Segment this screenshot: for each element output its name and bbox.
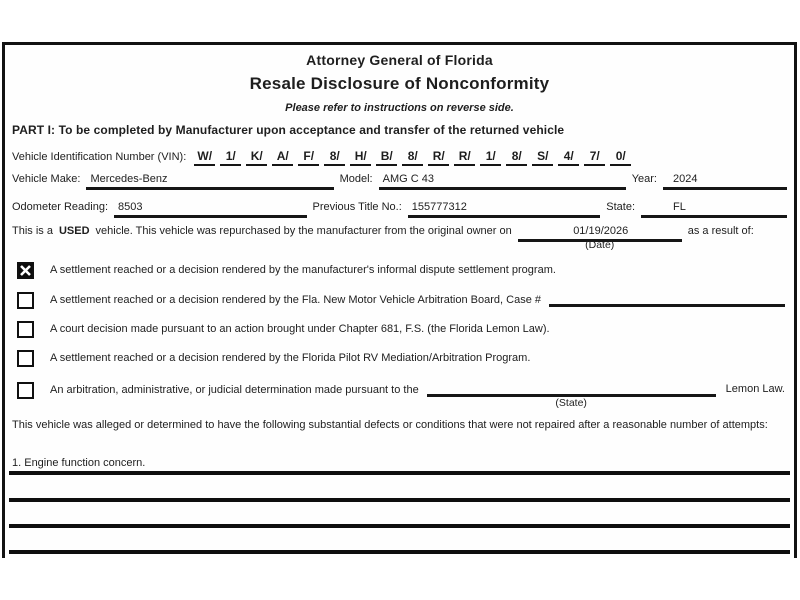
option-label: An arbitration, administrative, or judicial determination made pursuant to the: [50, 384, 419, 396]
vin-cell[interactable]: F/: [298, 149, 319, 166]
checkbox-rv-mediation[interactable]: [17, 350, 34, 367]
vin-cell[interactable]: 1/: [480, 149, 501, 166]
state-field[interactable]: FL: [641, 201, 787, 218]
repurchase-middle: vehicle. This vehicle was repurchased by the manufacturer from the original owner on: [95, 225, 512, 237]
model-label: Model:: [339, 173, 373, 185]
vin-cell[interactable]: K/: [246, 149, 267, 166]
form-subtitle: Resale Disclosure of Nonconformity: [249, 74, 550, 93]
defect-line-3-blank[interactable]: [9, 524, 790, 528]
vin-cells: [194, 149, 631, 166]
year-field[interactable]: 2024: [663, 173, 787, 190]
vin-cell[interactable]: A/: [272, 149, 293, 166]
defects-intro: This vehicle was alleged or determined to have the following substantial defects or conditions that were not repaired after a reasonable number of attempts:: [12, 419, 768, 431]
form-title: Attorney General of Florida: [306, 52, 493, 68]
vin-row: [12, 149, 787, 166]
option-row-rv-mediation: [17, 351, 785, 367]
odometer-field[interactable]: 8503: [114, 201, 307, 218]
state-blank-field[interactable]: [427, 383, 716, 409]
model-field[interactable]: AMG C 43: [379, 173, 626, 190]
vin-cell[interactable]: 8/: [402, 149, 423, 166]
vin-cell[interactable]: 0/: [610, 149, 631, 166]
used-word: USED: [58, 225, 90, 237]
odometer-row: [12, 201, 787, 218]
form-instructions: Please refer to instructions on reverse side.: [285, 102, 514, 114]
repurchase-prefix: This is a: [12, 225, 53, 237]
vin-cell[interactable]: R/: [428, 149, 449, 166]
option-label: A settlement reached or a decision rendered by the manufacturer's informal dispute settlement program.: [50, 264, 556, 276]
vehicle-make-row: [12, 173, 787, 190]
option-row-court-decision: [17, 322, 785, 338]
part1-heading: PART I: To be completed by Manufacturer upon acceptance and transfer of the returned vehicle: [12, 123, 565, 137]
vin-cell[interactable]: 1/: [220, 149, 241, 166]
make-label: Vehicle Make:: [12, 173, 81, 185]
vin-cell[interactable]: R/: [454, 149, 475, 166]
odometer-label: Odometer Reading:: [12, 201, 108, 213]
state-caption: (State): [555, 397, 587, 409]
repurchase-date-field[interactable]: [518, 225, 682, 251]
checkbox-arbitration-board[interactable]: [17, 292, 34, 309]
prev-title-label: Previous Title No.:: [312, 201, 402, 213]
checkbox-other-state[interactable]: [17, 382, 34, 399]
state-label: State:: [606, 201, 636, 213]
repurchase-date-value: 01/19/2026: [573, 225, 629, 237]
make-field[interactable]: Mercedes-Benz: [86, 173, 333, 190]
vin-cell[interactable]: 8/: [324, 149, 345, 166]
vin-cell[interactable]: 7/: [584, 149, 605, 166]
form-document: [2, 42, 797, 558]
option-row-arbitration-board: [17, 293, 785, 309]
checkbox-court-decision[interactable]: [17, 321, 34, 338]
year-label: Year:: [631, 173, 657, 185]
case-number-field[interactable]: [549, 293, 785, 307]
vin-label: Vehicle Identification Number (VIN):: [12, 151, 187, 163]
vin-cell[interactable]: W/: [194, 149, 215, 166]
x-mark-icon: [19, 264, 32, 277]
defect-line-1[interactable]: 1. Engine function concern.: [9, 457, 790, 475]
vin-cell[interactable]: S/: [532, 149, 553, 166]
repurchase-row: [12, 225, 787, 251]
vin-cell[interactable]: B/: [376, 149, 397, 166]
vin-cell[interactable]: 8/: [506, 149, 527, 166]
option-label: A settlement reached or a decision rendered by the Fla. New Motor Vehicle Arbitration Board, Case #: [50, 294, 541, 306]
vin-cell[interactable]: H/: [350, 149, 371, 166]
repurchase-suffix: as a result of:: [687, 225, 754, 237]
option-row-other-state-lemon-law: [17, 383, 785, 409]
defect-line-2-blank[interactable]: [9, 498, 790, 502]
prev-title-field[interactable]: 155777312: [408, 201, 601, 218]
option-label: A settlement reached or a decision rendered by the Florida Pilot RV Mediation/Arbitration Program.: [50, 352, 531, 364]
checkbox-dispute-program[interactable]: [17, 262, 34, 279]
option-label: A court decision made pursuant to an action brought under Chapter 681, F.S. (the Florida Lemon Law).: [50, 323, 550, 335]
option-row-dispute-program: [17, 263, 785, 279]
defect-line-4-blank[interactable]: [9, 550, 790, 554]
vin-cell[interactable]: 4/: [558, 149, 579, 166]
date-caption: (Date): [585, 239, 615, 251]
lemon-law-suffix: Lemon Law.: [725, 383, 785, 395]
